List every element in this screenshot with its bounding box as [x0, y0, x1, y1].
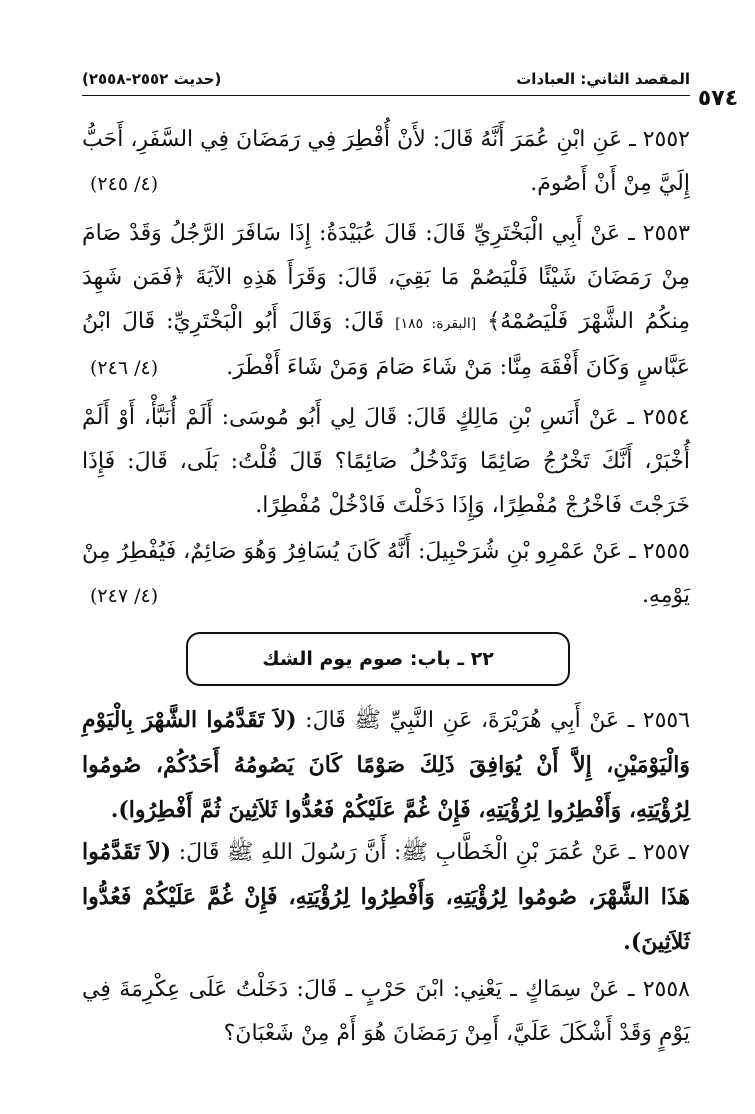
hadith-number: ٢٥٥٦ — [642, 708, 691, 733]
quran-source: [البقرة: ١٨٥] — [395, 316, 477, 332]
hadith-number: ٢٥٥٥ — [642, 539, 690, 564]
hadith-2552 — [82, 118, 690, 206]
hadith-number: ٢٥٥٨ — [642, 977, 690, 1002]
chapter-heading: ٢٢ ـ باب: صوم يوم الشك — [186, 632, 570, 686]
running-head — [82, 66, 690, 92]
hadith-number: ٢٥٥٤ — [642, 405, 690, 430]
hadith-2554 — [82, 396, 690, 528]
hadith-reference: (٤/ ٢٤٦) — [90, 357, 159, 379]
header-rule — [82, 95, 690, 96]
prophetic-saying: (لاَ تَقَدَّمُوا هَذَا الشَّهْرَ، صُومُوا لِرُؤْيَتِهِ، وَأَفْطِرُوا لِرُؤْيَتِهِ، فَإِنْ غُمَّ عَلَيْكُمْ فَعُدُّوا ثَلاَثِينَ). — [82, 839, 690, 955]
hadith-text: ـ عَنْ عَمْرِو بْنِ شُرَحْبِيلَ: أَنَّهُ كَانَ يُسَافِرُ وَهُوَ صَائِمٌ، فَيُفْطِرُ مِنْ يَوْمِهِ. — [82, 539, 690, 608]
page-number: ٥٧٤ — [697, 86, 739, 111]
hadith-number: ٢٥٥٢ — [642, 127, 690, 152]
hadith-text: ـ عَنِ ابْنِ عُمَرَ أَنَّهُ قَالَ: لأَنْ أُفْطِرَ فِي رَمَضَانَ فِي السَّفَرِ، أَحَبُّ إِلَيَّ مِنْ أَنْ أَصُومَ. — [82, 127, 690, 196]
prophetic-saying: (لاَ تَقَدَّمُوا الشَّهْرَ بِالْيَوْمِ وَالْيَوْمَيْنِ، إِلاَّ أَنْ يُوَافِقَ ذَلِكَ صَوْمًا كَانَ يَصُومُهُ أَحَدُكُمْ، صُومُوا لِرُؤْيَتِهِ، وَأَفْطِرُوا لِرُؤْيَتِهِ، فَإِنْ غُمَّ عَلَيْكُمْ فَعُدُّوا ثَلاَثِينَ ثُمَّ أَفْطِرُوا). — [82, 707, 690, 823]
hadith-intro: ـ عَنْ أَبِي هُرَيْرَةَ، عَنِ النَّبِيِّ ﷺ قَالَ: — [305, 708, 635, 733]
hadith-reference: (٤/ ٢٤٧) — [90, 585, 159, 607]
hadith-number: ٢٥٥٧ — [642, 840, 690, 865]
hadith-range: (حديث ٢٥٥٢-٢٥٥٨) — [82, 70, 222, 88]
section-title: المقصد الثاني: العبادات — [516, 70, 690, 88]
hadith-2556 — [82, 698, 690, 833]
hadith-text: ـ عَنْ أَبِي الْبَخْتَرِيِّ قَالَ: قَالَ عُبَيْدَةُ: إِذَا سَافَرَ الرَّجُلُ وَقَدْ صَامَ مِنْ رَمَضَانَ شَيْئًا فَلْيَصُمْ مَا بَقِيَ، قَالَ: وَقَرَأَ هَذِهِ الآيَةَ ﴿فَمَن شَهِدَ مِنكُمُ الشَّهْرَ فَلْيَصُمْهُ﴾ — [82, 221, 691, 334]
hadith-text: ـ عَنْ سِمَاكٍ ـ يَعْنِي: ابْنَ حَرْبٍ ـ قَالَ: دَخَلْتُ عَلَى عِكْرِمَةَ فِي يَوْمٍ وَقَدْ أَشْكَلَ عَلَيَّ، أَمِنْ رَمَضَانَ هُوَ أَمْ مِنْ شَعْبَانَ؟ — [82, 977, 690, 1046]
hadith-number: ٢٥٥٣ — [642, 221, 690, 246]
hadith-2558 — [82, 968, 690, 1056]
hadith-2555 — [82, 530, 690, 618]
hadith-2557 — [82, 830, 690, 965]
hadith-intro: ـ عَنْ عُمَرَ بْنِ الْخَطَّابِ ﷺ: أَنَّ رَسُولَ اللهِ ﷺ قَالَ: — [178, 840, 636, 865]
hadith-reference: (٤/ ٢٤٥) — [90, 173, 159, 195]
hadith-text-continued: قَالَ: وَقَالَ أَبُو الْبَخْتَرِيِّ: قَالَ ابْنُ عَبَّاسٍ وَكَانَ أَفْقَهَ مِنَّا: مَنْ شَاءَ صَامَ وَمَنْ شَاءَ أَفْطَرَ. — [82, 309, 690, 380]
hadith-2553 — [82, 212, 690, 390]
hadith-text: ـ عَنْ أَنَسِ بْنِ مَالِكٍ قَالَ: قَالَ لِي أَبُو مُوسَى: أَلَمْ أُنَبَّأْ، أَوْ أَلَمْ أُخْبَرْ، أَنَّكَ تَخْرُجُ صَائِمًا وَتَدْخُلُ صَائِمًا؟ قَالَ قُلْتُ: بَلَى، قَالَ: فَإِذَا خَرَجْتَ فَاخْرُجْ مُفْطِرًا، وَإِذَا دَخَلْتَ فَادْخُلْ مُفْطِرًا. — [82, 405, 690, 518]
